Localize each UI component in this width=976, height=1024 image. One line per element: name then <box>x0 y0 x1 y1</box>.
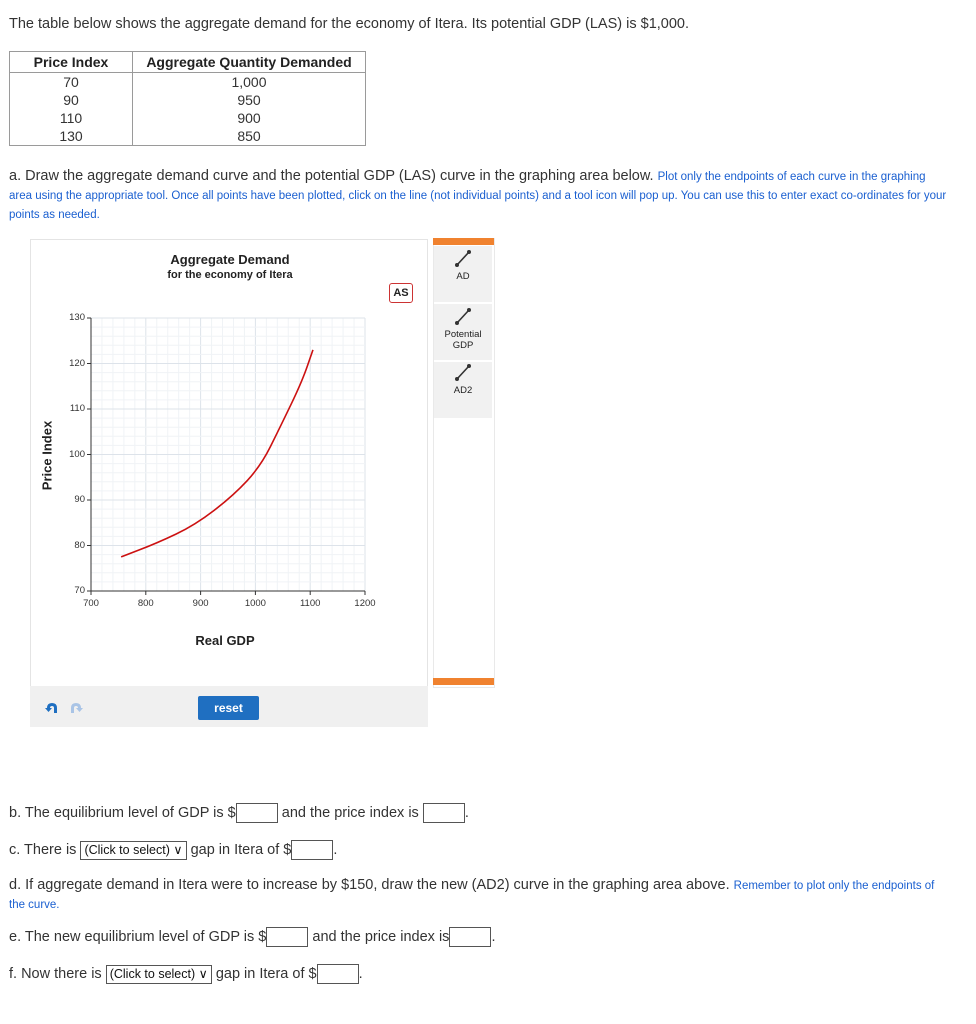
y-tick-label: 70 <box>74 585 85 596</box>
x-tick-label: 700 <box>83 598 99 609</box>
part-f <box>9 964 363 984</box>
as-curve-label[interactable]: AS <box>389 283 413 303</box>
x-tick-label: 900 <box>192 598 209 609</box>
redo-icon[interactable] <box>68 701 84 715</box>
new-gap-type-select[interactable] <box>106 965 212 984</box>
reset-button[interactable]: reset <box>198 696 259 720</box>
intro-text: The table below shows the aggregate demand for the economy of Itera. Its potential GDP (LAS) is $1,000. <box>9 16 690 32</box>
equilibrium-price-input[interactable] <box>423 803 465 823</box>
part-b-text2: and the price index is <box>281 804 419 821</box>
table-cell: 900 <box>133 109 366 127</box>
table-cell: 1,000 <box>133 73 366 92</box>
x-tick-label: 1200 <box>354 598 376 609</box>
table-header: Price Index <box>10 52 133 73</box>
x-tick-label: 1100 <box>299 598 321 609</box>
part-d-question <box>9 876 949 914</box>
tool-ad[interactable] <box>434 246 492 302</box>
table-cell: 90 <box>10 91 133 109</box>
undo-icon[interactable] <box>44 701 60 715</box>
part-d-hint: Remember to plot only the endpoints of the curve. <box>9 880 935 911</box>
gap-type-select-value: (Click to select) <box>84 842 170 857</box>
tool-potential-gdp-label: Potential <box>444 329 482 340</box>
part-c-text1: c. There is <box>9 841 77 858</box>
line-tool-icon <box>453 362 473 382</box>
line-tool-icon <box>453 248 473 268</box>
new-price-index-input[interactable] <box>449 927 491 947</box>
y-tick-label: 90 <box>74 494 85 505</box>
part-c-text3: . <box>333 841 338 858</box>
x-axis-label: Real GDP <box>195 633 255 648</box>
part-a-hint: Plot only the endpoints of each curve in the graphing area using the appropriate tool. Once all points have been plotted, click on the line (not individual points) and a tool icon will pop up. You can use this to enter exact co-ordinates for your points as needed. <box>9 171 947 221</box>
y-tick-label: 130 <box>69 312 85 323</box>
table-cell: 70 <box>10 73 133 92</box>
part-d-text: d. If aggregate demand in Itera were to increase by $150, draw the new (AD2) curve in the graphing area above. <box>9 877 730 893</box>
equilibrium-gdp-input[interactable] <box>236 803 278 823</box>
line-tool-icon <box>453 306 473 326</box>
palette-top-bar[interactable] <box>433 238 494 245</box>
table-cell: 130 <box>10 127 133 146</box>
graph-title: Aggregate Demand <box>170 252 290 267</box>
tool-potential-gdp[interactable] <box>434 304 492 360</box>
new-equilibrium-gdp-input[interactable] <box>266 927 308 947</box>
x-tick-label: 800 <box>137 598 154 609</box>
part-b <box>9 803 469 823</box>
part-f-text1: f. Now there is <box>9 965 102 982</box>
part-a-text: a. Draw the aggregate demand curve and the potential GDP (LAS) curve in the graphing area below. <box>9 168 654 184</box>
y-tick-label: 100 <box>69 448 85 460</box>
chevron-down-icon: ∨ <box>173 842 183 857</box>
table-cell: 110 <box>10 109 133 127</box>
chevron-down-icon: ∨ <box>198 966 208 981</box>
tool-potential-gdp-label2: GDP <box>452 340 474 351</box>
tool-ad2[interactable] <box>434 362 492 418</box>
x-tick-label: 1000 <box>244 598 266 609</box>
y-tick-label: 80 <box>74 539 85 551</box>
y-tick-label: 110 <box>69 403 85 414</box>
part-e-text1: e. The new equilibrium level of GDP is $ <box>9 928 267 945</box>
new-gap-amount-input[interactable] <box>317 964 359 984</box>
part-e <box>9 927 495 947</box>
table-cell: 950 <box>133 91 366 109</box>
tool-ad-label: AD <box>456 271 470 282</box>
part-b-text3: . <box>464 804 469 821</box>
palette-bottom-bar[interactable] <box>433 678 494 685</box>
grid <box>91 318 365 591</box>
part-b-text1: b. The equilibrium level of GDP is $ <box>9 804 236 821</box>
part-f-text2: gap in Itera of $ <box>215 965 317 982</box>
table-header: Aggregate Quantity Demanded <box>133 52 366 73</box>
y-axis-label: Price Index <box>39 420 55 491</box>
gap-type-select[interactable] <box>80 841 186 860</box>
part-c <box>9 840 337 860</box>
curves[interactable] <box>121 350 313 557</box>
part-c-text2: gap in Itera of $ <box>190 841 292 858</box>
gap-amount-input[interactable] <box>291 840 333 860</box>
y-tick-label: 120 <box>69 357 85 369</box>
part-e-text2: and the price index is <box>312 928 450 945</box>
series-line-as[interactable] <box>121 350 313 557</box>
part-e-text3: . <box>491 928 496 945</box>
new-gap-type-select-value: (Click to select) <box>109 966 196 981</box>
graph-subtitle: for the economy of Itera <box>167 269 293 281</box>
part-f-text3: . <box>358 965 363 982</box>
tool-ad2-label: AD2 <box>453 385 473 396</box>
table-cell: 850 <box>133 127 366 146</box>
